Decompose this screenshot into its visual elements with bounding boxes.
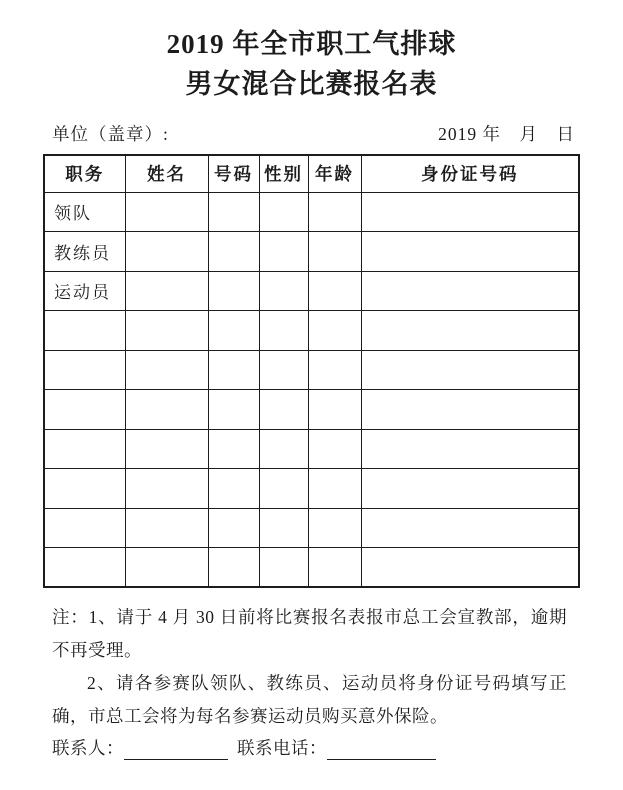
id-cell [361, 429, 579, 469]
name-cell [125, 390, 208, 430]
name-cell [125, 429, 208, 469]
age-cell [308, 311, 361, 351]
number-cell [208, 390, 259, 430]
contact-phone-blank [327, 739, 436, 760]
number-cell [208, 548, 259, 588]
id-cell [361, 350, 579, 390]
age-cell [308, 390, 361, 430]
col-header-position: 职务 [44, 155, 125, 192]
contact-row [52, 736, 623, 760]
id-cell [361, 508, 579, 548]
col-header-name: 姓名 [125, 155, 208, 192]
name-cell [125, 548, 208, 588]
age-cell [308, 271, 361, 311]
gender-cell [259, 548, 308, 588]
gender-cell [259, 350, 308, 390]
number-cell [208, 429, 259, 469]
name-cell [125, 350, 208, 390]
meta-row [52, 121, 575, 146]
position-cell: 领队 [44, 192, 125, 232]
name-cell [125, 311, 208, 351]
gender-cell [259, 390, 308, 430]
age-cell [308, 350, 361, 390]
number-cell [208, 311, 259, 351]
id-cell [361, 271, 579, 311]
note-2: 2、请各参赛队领队、教练员、运动员将身份证号码填写正确，市总工会将为每名参赛运动员购买意外保险。 [52, 673, 567, 726]
position-cell [44, 350, 125, 390]
gender-cell [259, 192, 308, 232]
id-cell [361, 232, 579, 272]
id-cell [361, 469, 579, 509]
number-cell [208, 469, 259, 509]
table-row-blank [44, 390, 579, 430]
gender-cell [259, 271, 308, 311]
name-cell [125, 232, 208, 272]
gender-cell [259, 508, 308, 548]
age-cell [308, 192, 361, 232]
unit-seal-label: 单位（盖章）: [52, 124, 169, 144]
col-header-id-number: 身份证号码 [361, 155, 579, 192]
table-row-blank [44, 429, 579, 469]
age-cell [308, 429, 361, 469]
number-cell [208, 508, 259, 548]
id-cell [361, 548, 579, 588]
number-cell [208, 350, 259, 390]
table-row-coach [44, 232, 579, 272]
age-cell [308, 469, 361, 509]
number-cell [208, 232, 259, 272]
position-cell [44, 390, 125, 430]
name-cell [125, 192, 208, 232]
position-cell: 教练员 [44, 232, 125, 272]
contact-person-label: 联系人： [52, 738, 124, 758]
col-header-age: 年龄 [308, 155, 361, 192]
registration-table [43, 154, 580, 588]
gender-cell [259, 232, 308, 272]
name-cell [125, 508, 208, 548]
notes-section [52, 601, 567, 733]
position-cell [44, 429, 125, 469]
position-cell: 运动员 [44, 271, 125, 311]
table-row-leader [44, 192, 579, 232]
note-1: 注：1、请于 4 月 30 日前将比赛报名表报市总工会宣教部，逾期不再受理。 [52, 607, 567, 660]
contact-phone-label: 联系电话： [237, 738, 327, 758]
table-row-blank [44, 469, 579, 509]
name-cell [125, 469, 208, 509]
position-cell [44, 548, 125, 588]
id-cell [361, 311, 579, 351]
age-cell [308, 548, 361, 588]
name-cell [125, 271, 208, 311]
table-row-athlete [44, 271, 579, 311]
age-cell [308, 508, 361, 548]
table-row-blank [44, 548, 579, 588]
table-header-row [44, 155, 579, 192]
position-cell [44, 469, 125, 509]
gender-cell [259, 469, 308, 509]
age-cell [308, 232, 361, 272]
date-line: 2019 年 月 日 [438, 124, 575, 144]
id-cell [361, 192, 579, 232]
position-cell [44, 508, 125, 548]
form-title [0, 0, 623, 104]
position-cell [44, 311, 125, 351]
table-row-blank [44, 350, 579, 390]
number-cell [208, 271, 259, 311]
form-title-line2: 男女混合比赛报名表 [185, 69, 438, 99]
gender-cell [259, 311, 308, 351]
number-cell [208, 192, 259, 232]
form-title-line1: 2019 年全市职工气排球 [166, 29, 457, 59]
contact-person-blank [124, 739, 228, 760]
col-header-gender: 性别 [259, 155, 308, 192]
table-row-blank [44, 508, 579, 548]
table-row-blank [44, 311, 579, 351]
col-header-number: 号码 [208, 155, 259, 192]
id-cell [361, 390, 579, 430]
gender-cell [259, 429, 308, 469]
